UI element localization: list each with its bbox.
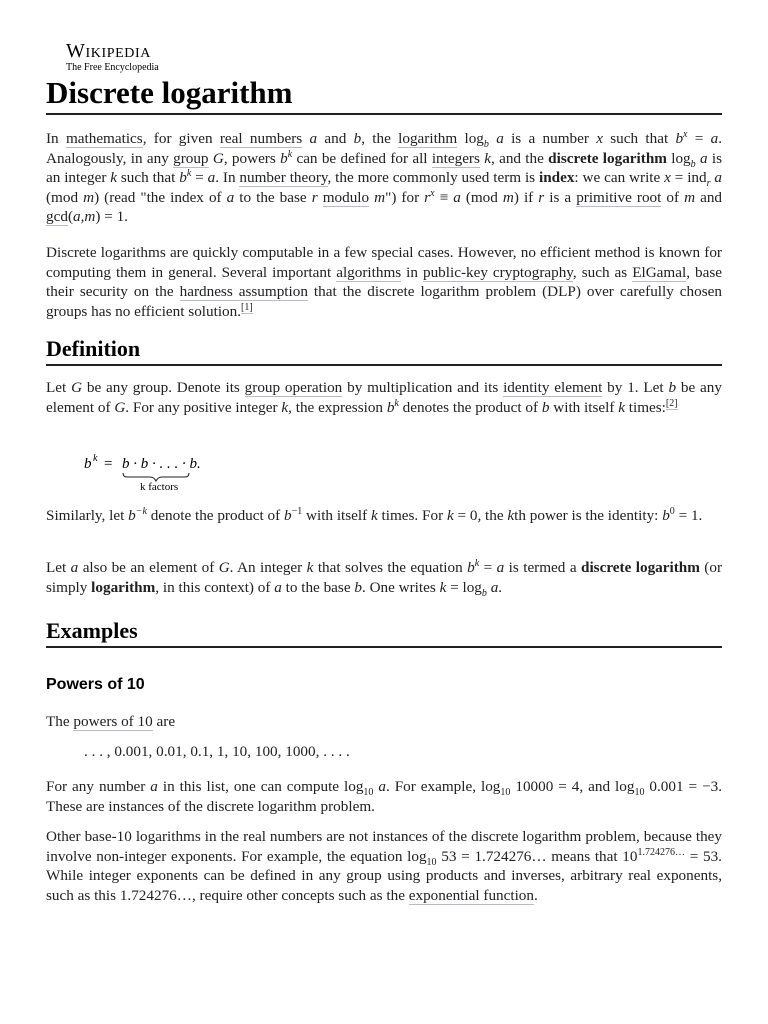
definition-paragraph-1: Let G be any group. Denote its group operation by multiplication and its identity element by 1. Let b be any element of G. For any positive integer k, the expression $b^k$ denotes the product of b with itself k times:[2] [46,379,722,416]
wikipedia-wordmark: Wikipedia [66,40,151,62]
section-heading-examples: Examples [46,617,722,648]
definition-paragraph-3: Let a also be an element of G. An integer k that solves the equation $b^k = a$ is termed a discrete logarithm (or simply logarithm, in this context) of a to the base b. One writes $k = \log_b a$. [46,557,723,599]
link-elgamal[interactable]: ElGamal [632,263,687,281]
powers-sequence: . . . , 0.001, 0.01, 0.1, 1, 10, 100, 1000, . . . . [84,743,350,760]
formula-lhs-base: b [84,456,92,472]
link-algorithms[interactable]: algorithms [336,263,402,281]
examples-paragraph-1: The powers of 10 are [46,713,176,730]
examples-paragraph-3: Other base-10 logarithms in the real numbers are not instances of the discrete logarithm problem, because they involve non-integer exponents. For example, the equation $\log_{10} 53$ = 1.724276… means that $10^{1.724276\dots} = 53$. While integer exponents can be defined in any group using products and inverses, arbitrary real exponents, such as this 1.724276…, require other concepts such as the exponential function. [46,828,722,904]
link-hardness-assumption[interactable]: hardness assumption [179,283,308,301]
link-logarithm[interactable]: logarithm [398,130,458,147]
link-group[interactable]: group [173,149,209,167]
power-formula [82,452,282,492]
link-mathematics[interactable]: mathematics [65,130,143,147]
link-real-numbers[interactable]: real numbers [219,130,303,147]
link-powers-of-10[interactable]: powers of 10 [73,713,153,730]
formula-product: b · b · . . . · b. [122,456,201,472]
link-public-key-cryptography[interactable]: public-key cryptography [422,263,573,281]
page-title: Discrete logarithm [46,74,722,115]
link-number-theory[interactable]: number theory [239,169,328,187]
link-exponential-function[interactable]: exponential function [408,886,534,904]
formula-brace-label: k factors [140,481,179,492]
formula-lhs-exponent: k [93,453,98,464]
underbrace [123,473,189,481]
link-group-operation[interactable]: group operation [244,379,343,396]
definition-paragraph-2: Similarly, let $b^{-k}$ denote the product of $b^{-1}$ with itself k times. For k = 0, the kth power is the identity: $b^0 = 1$. [46,505,703,524]
section-heading-definition: Definition [46,335,722,366]
formula-equals: = [104,456,113,472]
link-identity-element[interactable]: identity element [503,379,603,396]
intro-paragraph-2: Discrete logarithms are quickly computable in a few special cases. However, no efficient method is known for computing them in general. Several important algorithms in public-key cryptography, such as ElGamal, base their security on the hardness assumption that the discrete logarithm problem (DLP) over carefully chosen groups has no efficient solution.[1] [46,244,722,320]
subsection-heading-powers-of-10: Powers of 10 [46,676,145,693]
wikipedia-tagline: The Free Encyclopedia [66,62,159,73]
reference-2[interactable]: [2] [665,397,678,409]
examples-paragraph-2: For any number a in this list, one can compute $\log_{10} a$. For example, $\log_{10} 10000 = 4$, and $\log_{10} 0.001 = -3$. These are instances of the discrete logarithm problem. [46,778,723,815]
intro-paragraph-1: In mathematics, for given real numbers a and b, the logarithm $\log_b a$ is a number x such that $b^x = a$. Analogously, in any group G, powers $b^k$ can be defined for all integers k, and the discrete logarithm $\log_b a$ is an integer k such that $b^k = a$. In number theory, the more commonly used term is index: we can write x = ind$_r$ a (mod m) (read "the index of a to the base r modulo m") for $r^x \equiv a$ (mod m) if r is a primitive root of m and gcd(a,m) = 1. [46,128,723,226]
link-integers[interactable]: integers [431,149,480,167]
link-modulo[interactable]: modulo [322,188,370,206]
link-gcd[interactable]: gcd [46,208,68,226]
wikipedia-logo[interactable] [66,41,159,74]
reference-1[interactable]: [1] [241,301,253,313]
link-primitive-root[interactable]: primitive root [576,188,662,206]
